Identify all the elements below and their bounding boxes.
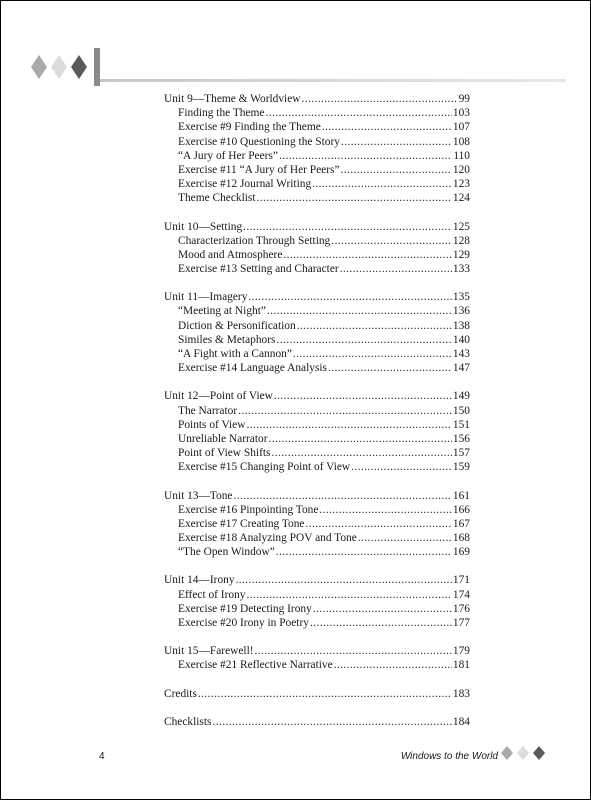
section-gap	[164, 206, 470, 220]
dot-leader	[341, 135, 452, 149]
toc-subentry	[164, 503, 470, 517]
dot-leader	[341, 163, 452, 177]
toc-entry-title: Unit 11—Imagery	[164, 291, 248, 304]
toc-entry-page: 169	[452, 546, 470, 559]
dot-leader	[257, 191, 452, 205]
toc-entry-page: 161	[452, 489, 470, 502]
toc-subentry	[164, 404, 470, 418]
section-gap	[164, 276, 470, 290]
dot-leader	[276, 333, 451, 347]
toc-entry-page: 133	[452, 263, 470, 276]
toc-entry-title: Exercise #13 Setting and Character	[178, 263, 339, 276]
toc-entry-title: Unit 12—Point of View	[164, 390, 273, 403]
toc-subentry	[164, 602, 470, 616]
dot-leader	[265, 106, 451, 120]
toc-entry-title: The Narrator	[178, 404, 238, 417]
toc-entry-title: “A Jury of Her Peers”	[178, 149, 278, 162]
toc-subentry	[164, 149, 470, 163]
toc-entry-page: 128	[452, 234, 470, 247]
toc-subentry	[164, 588, 470, 602]
toc-subentry	[164, 460, 470, 474]
dot-leader	[328, 361, 452, 375]
section-gap	[164, 630, 470, 644]
toc-entry-title: Point of View Shifts	[178, 447, 271, 460]
header-rule	[100, 79, 566, 82]
dot-leader	[313, 602, 452, 616]
toc-entry-page: 168	[452, 532, 470, 545]
toc-entry-page: 140	[452, 333, 470, 346]
section-gap	[164, 673, 470, 687]
dot-leader	[283, 248, 452, 262]
toc-subentry	[164, 361, 470, 375]
toc-entry-title: “A Fight with a Cannon”	[178, 348, 292, 360]
toc-entry-page: 167	[452, 517, 470, 530]
toc-entry-page: 179	[452, 645, 470, 658]
toc-subentry	[164, 333, 470, 347]
toc-entry-page: 103	[452, 107, 470, 120]
dot-leader	[234, 489, 452, 503]
toc-entry-title: Unreliable Narrator	[178, 432, 268, 445]
toc-unit-entry	[164, 573, 470, 587]
toc-entry-page: 177	[452, 617, 470, 629]
dot-leader	[269, 432, 452, 446]
toc-entry-page: 184	[452, 715, 470, 728]
dot-leader	[334, 658, 452, 672]
section-gap	[164, 559, 470, 573]
toc-subentry	[164, 135, 470, 149]
dot-leader	[312, 177, 452, 191]
toc-subentry	[164, 234, 470, 248]
toc-entry-page: 143	[452, 348, 470, 360]
toc-subentry	[164, 120, 470, 134]
toc-unit-entry	[164, 687, 470, 701]
dot-leader	[212, 715, 451, 729]
toc-entry-title: “Meeting at Night”	[178, 305, 266, 318]
toc-entry-title: “The Open Window”	[178, 546, 275, 559]
dot-leader	[310, 616, 452, 630]
table-of-contents	[164, 92, 470, 729]
toc-subentry	[164, 347, 470, 361]
toc-unit-entry	[164, 290, 470, 304]
footer-diamond-ornament-icon	[501, 746, 547, 760]
toc-entry-page: 166	[452, 503, 470, 516]
toc-entry-title: Mood and Atmosphere	[178, 248, 283, 261]
toc-entry-title: Theme Checklist	[178, 192, 256, 205]
toc-entry-title: Exercise #9 Finding the Theme	[178, 121, 321, 134]
toc-entry-title: Exercise #20 Irony in Poetry	[178, 617, 309, 629]
dot-leader	[198, 687, 452, 701]
toc-unit-entry	[164, 92, 470, 106]
toc-entry-page: 151	[452, 418, 470, 431]
toc-entry-page: 157	[452, 447, 470, 460]
toc-subentry	[164, 248, 470, 262]
dot-leader	[236, 573, 452, 587]
toc-entry-page: 120	[452, 163, 470, 176]
toc-entry-title: Exercise #17 Creating Tone	[178, 517, 305, 530]
diamond-2-icon	[51, 55, 67, 79]
dot-leader	[246, 588, 451, 602]
dot-leader	[243, 220, 452, 234]
toc-entry-page: 183	[452, 687, 470, 700]
toc-entry-page: 171	[452, 574, 470, 587]
dot-leader	[246, 418, 451, 432]
toc-subentry	[164, 163, 470, 177]
section-gap	[164, 701, 470, 715]
dot-leader	[271, 446, 451, 460]
dot-leader	[358, 531, 452, 545]
toc-entry-title: Unit 15—Farewell!	[164, 645, 254, 658]
toc-entry-title: Exercise #10 Questioning the Story	[178, 135, 340, 148]
toc-entry-page: 159	[452, 461, 470, 474]
toc-entry-page: 129	[452, 248, 470, 261]
toc-entry-page: 108	[452, 135, 470, 148]
toc-subentry	[164, 304, 470, 318]
dot-leader	[302, 92, 458, 106]
dot-leader	[351, 460, 452, 474]
toc-entry-title: Unit 9—Theme & Worldview	[164, 93, 301, 105]
toc-entry-title: Exercise #15 Changing Point of View	[178, 461, 351, 474]
toc-entry-page: 147	[452, 362, 470, 375]
toc-entry-page: 123	[452, 178, 470, 191]
toc-entry-title: Checklists	[164, 715, 212, 728]
toc-subentry	[164, 418, 470, 432]
toc-entry-title: Exercise #18 Analyzing POV and Tone	[178, 532, 357, 545]
toc-entry-page: 99	[458, 93, 470, 105]
toc-entry-page: 149	[452, 390, 470, 403]
dot-leader	[276, 545, 452, 559]
diamond-ornament-icon	[31, 55, 91, 79]
toc-entry-page: 138	[452, 319, 470, 332]
toc-entry-page: 110	[453, 149, 470, 162]
toc-unit-entry	[164, 644, 470, 658]
toc-entry-title: Finding the Theme	[178, 107, 265, 120]
toc-subentry	[164, 106, 470, 120]
dot-leader	[297, 319, 452, 333]
toc-entry-title: Exercise #12 Journal Writing	[178, 178, 312, 191]
toc-entry-page: 136	[452, 305, 470, 318]
dot-leader	[267, 304, 452, 318]
toc-entry-title: Similes & Metaphors	[178, 333, 276, 346]
toc-subentry	[164, 517, 470, 531]
dot-leader	[293, 347, 452, 361]
toc-entry-page: 150	[452, 404, 470, 417]
toc-subentry	[164, 319, 470, 333]
toc-entry-page: 156	[452, 432, 470, 445]
toc-entry-page: 107	[452, 121, 470, 134]
toc-subentry	[164, 432, 470, 446]
section-gap	[164, 375, 470, 389]
toc-entry-title: Exercise #11 “A Jury of Her Peers”	[178, 163, 340, 176]
section-gap	[164, 475, 470, 489]
toc-entry-page: 174	[452, 588, 470, 601]
toc-entry-title: Effect of Irony	[178, 588, 246, 601]
toc-subentry	[164, 658, 470, 672]
toc-subentry	[164, 177, 470, 191]
toc-subentry	[164, 446, 470, 460]
toc-entry-title: Exercise #16 Pinpointing Tone	[178, 503, 319, 516]
toc-entry-title: Diction & Personification	[178, 319, 296, 332]
toc-entry-page: 181	[452, 659, 470, 672]
toc-entry-page: 124	[452, 192, 470, 205]
toc-entry-title: Credits	[164, 687, 197, 700]
dot-leader	[279, 149, 452, 163]
toc-subentry	[164, 191, 470, 205]
toc-entry-page: 176	[452, 602, 470, 615]
dot-leader	[238, 404, 452, 418]
toc-unit-entry	[164, 489, 470, 503]
toc-entry-title: Unit 13—Tone	[164, 489, 233, 502]
toc-entry-page: 125	[452, 220, 470, 233]
toc-entry-title: Exercise #21 Reflective Narrative	[178, 659, 333, 672]
toc-entry-title: Unit 14—Irony	[164, 574, 235, 587]
toc-subentry	[164, 545, 470, 559]
dot-leader	[274, 389, 452, 403]
dot-leader	[331, 234, 452, 248]
footer-diamond-2-icon	[517, 746, 529, 760]
dot-leader	[305, 517, 451, 531]
book-title: Windows to the World	[400, 751, 498, 762]
footer-diamond-3-icon	[533, 746, 545, 760]
toc-entry-title: Exercise #14 Language Analysis	[178, 362, 327, 375]
diamond-1-icon	[31, 55, 47, 79]
toc-unit-entry	[164, 389, 470, 403]
footer-diamond-1-icon	[501, 746, 513, 760]
toc-entry-title: Characterization Through Setting	[178, 234, 331, 247]
toc-subentry	[164, 531, 470, 545]
dot-leader	[340, 262, 452, 276]
page-number: 4	[99, 751, 105, 762]
toc-entry-title: Exercise #19 Detecting Irony	[178, 602, 312, 615]
toc-subentry	[164, 262, 470, 276]
toc-entry-page: 135	[452, 291, 470, 304]
dot-leader	[248, 290, 452, 304]
toc-unit-entry	[164, 220, 470, 234]
toc-entry-title: Points of View	[178, 418, 246, 431]
dot-leader	[319, 503, 451, 517]
toc-unit-entry	[164, 715, 470, 729]
toc-subentry	[164, 616, 470, 630]
toc-entry-title: Unit 10—Setting	[164, 220, 243, 233]
diamond-3-icon	[71, 55, 87, 79]
dot-leader	[255, 644, 452, 658]
dot-leader	[322, 120, 452, 134]
